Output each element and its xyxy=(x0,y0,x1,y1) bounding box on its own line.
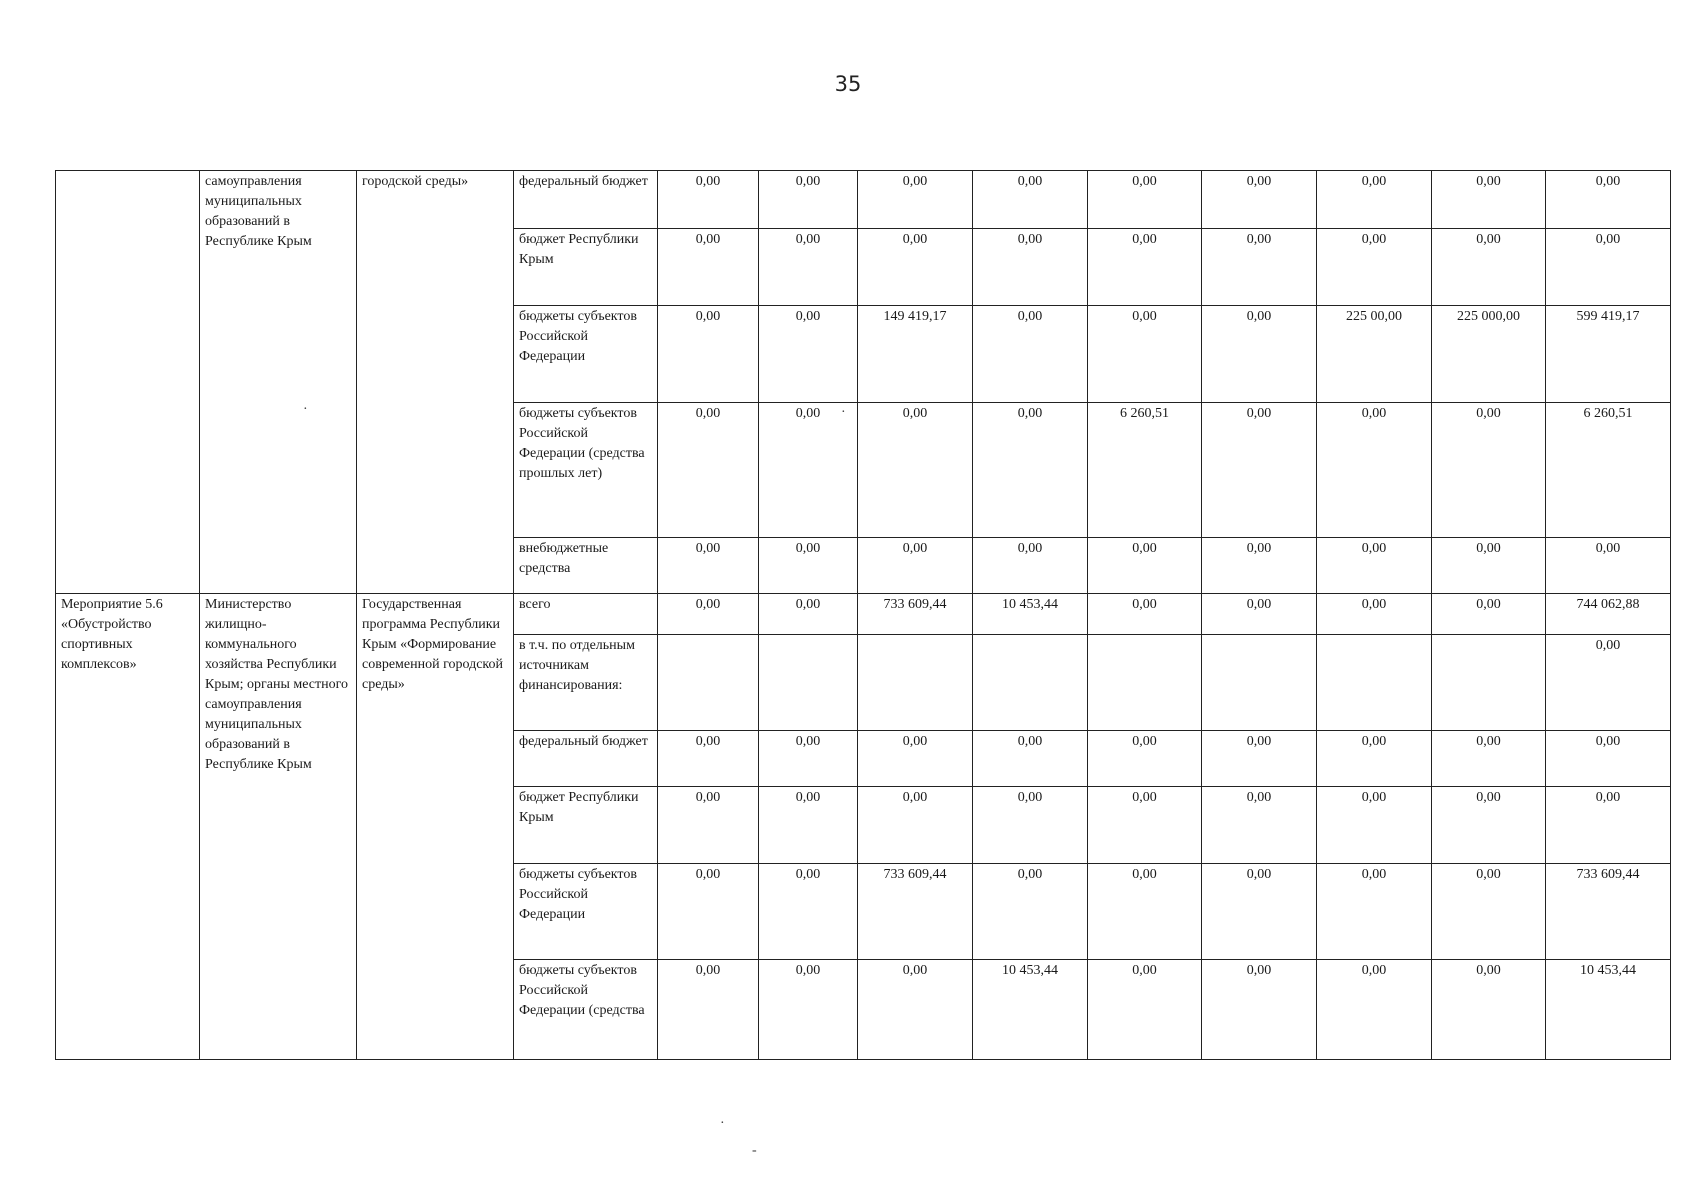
amount-cell: 0,00 xyxy=(1432,594,1546,635)
amount-cell: 0,00 xyxy=(658,594,759,635)
amount-cell xyxy=(973,635,1088,731)
amount-cell: 0,00 xyxy=(1546,635,1671,731)
amount-cell: 0,00 xyxy=(973,538,1088,594)
amount-cell: 0,00 xyxy=(658,731,759,787)
amount-cell: 0,00 xyxy=(1088,594,1202,635)
amount-cell: 0,00 xyxy=(658,229,759,306)
amount-cell: 599 419,17 xyxy=(1546,306,1671,403)
scan-dot-mark: · xyxy=(303,402,308,417)
amount-cell: 0,00 xyxy=(1432,731,1546,787)
funding-source-cell: бюджеты субъектов Российской Федерации xyxy=(514,864,658,960)
amount-cell xyxy=(1088,635,1202,731)
page-number: 35 xyxy=(834,72,862,96)
amount-cell: 0,00 xyxy=(1317,538,1432,594)
amount-cell: 10 453,44 xyxy=(1546,960,1671,1060)
budget-table xyxy=(55,170,1671,1060)
amount-cell: 225 00,00 xyxy=(1317,306,1432,403)
amount-cell: 733 609,44 xyxy=(858,864,973,960)
amount-cell: 0,00 xyxy=(1317,787,1432,864)
amount-cell: 0,00 xyxy=(759,171,858,229)
amount-cell: 0,00 xyxy=(759,538,858,594)
table-row xyxy=(56,594,1671,635)
funding-source-cell: в т.ч. по отдельным источникам финансирования: xyxy=(514,635,658,731)
executor-cell: Министерство жилищно-коммунального хозяйства Республики Крым; органы местного самоуправления муниципальных образований в Республике Крым xyxy=(200,594,357,1060)
amount-cell: 0,00 xyxy=(858,538,973,594)
amount-cell: 149 419,17 xyxy=(858,306,973,403)
amount-cell: 0,00 xyxy=(1432,864,1546,960)
amount-cell: 0,00 xyxy=(759,731,858,787)
funding-source-cell: федеральный бюджет xyxy=(514,731,658,787)
amount-cell: 744 062,88 xyxy=(1546,594,1671,635)
amount-cell: 0,00 xyxy=(658,403,759,538)
amount-cell: 0,00 xyxy=(1202,960,1317,1060)
program-cell: Государственная программа Республики Крым «Формирование современной городской среды» xyxy=(357,594,514,1060)
amount-cell: 10 453,44 xyxy=(973,594,1088,635)
amount-cell: 0,00 xyxy=(973,787,1088,864)
amount-cell: 0,00 xyxy=(858,960,973,1060)
amount-cell xyxy=(759,635,858,731)
amount-cell xyxy=(1317,635,1432,731)
amount-cell: 0,00 xyxy=(858,171,973,229)
amount-cell: 0,00 xyxy=(973,731,1088,787)
amount-cell: 0,00 xyxy=(759,864,858,960)
amount-cell: 0,00 xyxy=(973,306,1088,403)
amount-cell: 733 609,44 xyxy=(1546,864,1671,960)
amount-cell xyxy=(1432,635,1546,731)
amount-cell xyxy=(658,635,759,731)
amount-cell: 0,00 xyxy=(1432,538,1546,594)
amount-cell: 0,00 xyxy=(858,229,973,306)
amount-cell: 0,00 xyxy=(973,229,1088,306)
amount-cell: 0,00 xyxy=(1202,731,1317,787)
measure-name-cell: Мероприятие 5.6 «Обустройство спортивных комплексов» xyxy=(56,594,200,1060)
funding-source-cell: всего xyxy=(514,594,658,635)
amount-cell: 0,00 xyxy=(1317,731,1432,787)
amount-cell: 0,00 xyxy=(1432,960,1546,1060)
amount-cell: 0,00 xyxy=(1202,229,1317,306)
amount-cell: 0,00 xyxy=(858,403,973,538)
amount-cell: 0,00 xyxy=(759,403,858,538)
amount-cell: 0,00 xyxy=(1546,731,1671,787)
amount-cell: 0,00 xyxy=(658,960,759,1060)
funding-source-cell: федеральный бюджет xyxy=(514,171,658,229)
amount-cell: 0,00 xyxy=(1432,403,1546,538)
amount-cell: 0,00 xyxy=(1088,731,1202,787)
amount-cell: 733 609,44 xyxy=(858,594,973,635)
amount-cell: 0,00 xyxy=(658,787,759,864)
executor-cell: самоуправления муниципальных образований в Республике Крым xyxy=(200,171,357,594)
amount-cell: 0,00 xyxy=(1088,306,1202,403)
amount-cell: 0,00 xyxy=(1317,229,1432,306)
amount-cell: 0,00 xyxy=(1088,864,1202,960)
amount-cell: 0,00 xyxy=(858,731,973,787)
table-row xyxy=(56,171,1671,229)
amount-cell: 0,00 xyxy=(1317,594,1432,635)
amount-cell: 0,00 xyxy=(759,306,858,403)
amount-cell xyxy=(858,635,973,731)
amount-cell: 0,00 xyxy=(1317,960,1432,1060)
amount-cell: 0,00 xyxy=(1202,594,1317,635)
amount-cell: 0,00 xyxy=(658,864,759,960)
amount-cell: 0,00 xyxy=(1432,787,1546,864)
funding-source-cell: внебюджетные средства xyxy=(514,538,658,594)
amount-cell: 0,00 xyxy=(858,787,973,864)
funding-source-cell: бюджет Республики Крым xyxy=(514,229,658,306)
amount-cell: 0,00 xyxy=(759,594,858,635)
amount-cell: 0,00 xyxy=(1546,229,1671,306)
amount-cell: 0,00 xyxy=(1088,171,1202,229)
amount-cell: 0,00 xyxy=(759,960,858,1060)
amount-cell: 0,00 xyxy=(1088,787,1202,864)
amount-cell: 0,00 xyxy=(658,171,759,229)
amount-cell: 0,00 xyxy=(1546,787,1671,864)
amount-cell: 0,00 xyxy=(759,229,858,306)
amount-cell: 0,00 xyxy=(1317,864,1432,960)
scan-dot-mark: · xyxy=(720,1116,725,1131)
amount-cell: 0,00 xyxy=(1317,403,1432,538)
program-cell: городской среды» xyxy=(357,171,514,594)
amount-cell: 225 000,00 xyxy=(1432,306,1546,403)
amount-cell: 0,00 xyxy=(759,787,858,864)
funding-source-cell: бюджеты субъектов Российской Федерации xyxy=(514,306,658,403)
amount-cell: 0,00 xyxy=(973,403,1088,538)
amount-cell: 0,00 xyxy=(1546,171,1671,229)
scan-dot-mark: - xyxy=(752,1143,757,1158)
measure-name-cell xyxy=(56,171,200,594)
amount-cell: 0,00 xyxy=(1088,538,1202,594)
amount-cell: 0,00 xyxy=(1202,306,1317,403)
amount-cell: 6 260,51 xyxy=(1546,403,1671,538)
amount-cell: 0,00 xyxy=(1088,960,1202,1060)
funding-source-cell: бюджет Республики Крым xyxy=(514,787,658,864)
amount-cell: 0,00 xyxy=(1202,403,1317,538)
amount-cell: 10 453,44 xyxy=(973,960,1088,1060)
funding-source-cell: бюджеты субъектов Российской Федерации (средства прошлых лет) xyxy=(514,403,658,538)
amount-cell: 0,00 xyxy=(1432,171,1546,229)
amount-cell: 0,00 xyxy=(1202,864,1317,960)
amount-cell: 0,00 xyxy=(1202,538,1317,594)
amount-cell: 0,00 xyxy=(1317,171,1432,229)
amount-cell: 0,00 xyxy=(1546,538,1671,594)
budget-table-body xyxy=(56,171,1671,1060)
amount-cell xyxy=(1202,635,1317,731)
amount-cell: 0,00 xyxy=(658,306,759,403)
amount-cell: 0,00 xyxy=(658,538,759,594)
amount-cell: 0,00 xyxy=(1202,787,1317,864)
funding-source-cell: бюджеты субъектов Российской Федерации (средства xyxy=(514,960,658,1060)
amount-cell: 0,00 xyxy=(1432,229,1546,306)
amount-cell: 6 260,51 xyxy=(1088,403,1202,538)
amount-cell: 0,00 xyxy=(973,171,1088,229)
amount-cell: 0,00 xyxy=(973,864,1088,960)
amount-cell: 0,00 xyxy=(1088,229,1202,306)
scan-dot-mark: · xyxy=(841,405,846,420)
amount-cell: 0,00 xyxy=(1202,171,1317,229)
